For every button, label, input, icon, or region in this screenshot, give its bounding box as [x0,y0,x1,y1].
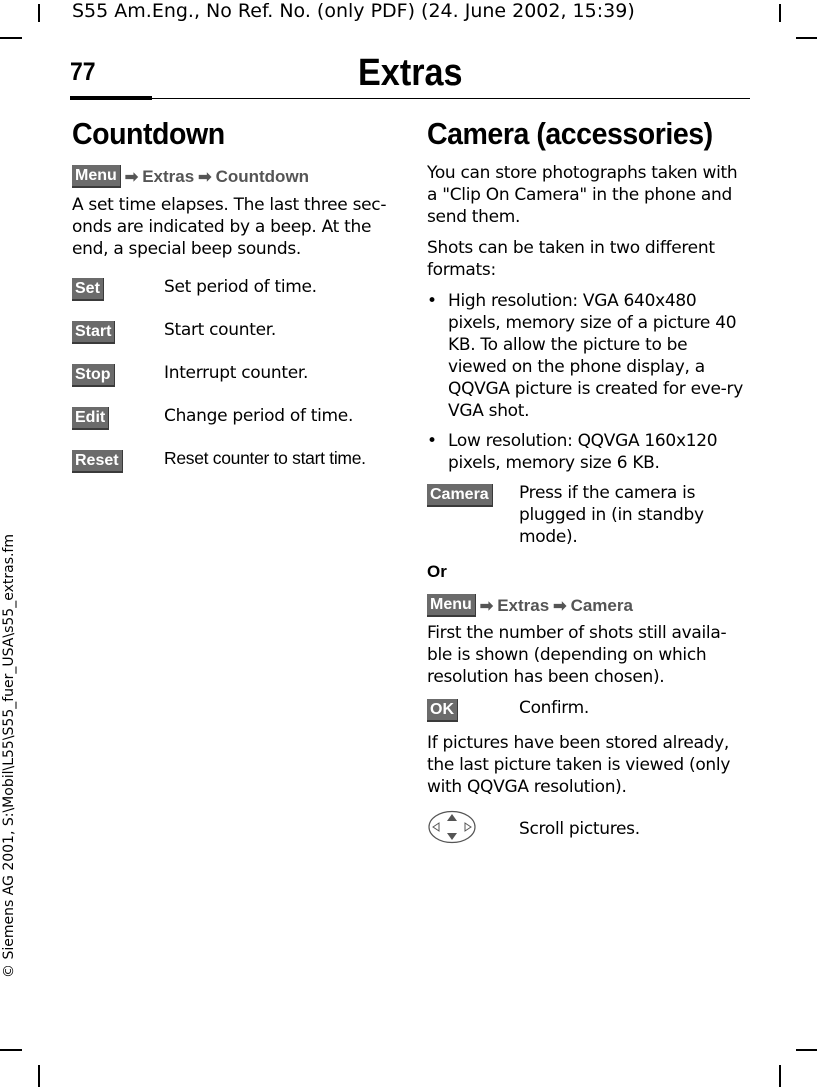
camera-section [427,116,747,848]
arrow-right-icon: ➡ [198,168,212,186]
crop-mark [779,1065,781,1087]
camera-menu-path [427,594,747,617]
page-number: 77 [70,58,96,86]
shots-available-text: First the number of shots still availa-ble is shown (depending on which resolution has been chosen). [427,623,727,687]
stored-pictures-text: If pictures have been stored already, the last picture taken is viewed (only with QQVGA resolution). [427,733,731,797]
camera-formats-intro: Shots can be taken in two different formats: [427,238,715,280]
list-item: • Low resolution: QQVGA 160x120 pixels, memory size 6 KB. [427,430,747,474]
navigation-key-icon [427,810,477,844]
camera-key-description: Press if the camera is plugged in (in standby mode). [519,483,704,547]
page-title: Extras [358,52,463,94]
countdown-menu-path [72,165,394,188]
crop-mark [796,1049,817,1051]
start-description: Start counter. [164,320,276,340]
edit-description: Change period of time. [164,406,354,426]
key-row-stop [72,362,394,387]
arrow-right-icon: ➡ [553,597,567,615]
countdown-section [72,116,394,473]
stop-softkey: Stop [72,364,115,387]
crop-mark [0,1049,22,1051]
key-row-scroll [427,808,747,848]
camera-softkey: Camera [427,484,493,507]
crop-mark [0,37,22,39]
countdown-intro: A set time elapses. The last three sec-onds are indicated by a beep. At the end, a special beep sounds. [72,195,387,259]
menu-softkey: Menu [427,594,476,617]
path-step-camera: Camera [570,595,633,615]
key-row-set [72,276,394,301]
crop-mark [38,4,40,22]
list-item: • High resolution: VGA 640x480 pixels, memory size of a picture 40 KB. To allow the picture to be viewed on the phone display, a QQVGA picture is created for eve-ry VGA shot. [427,290,747,422]
crop-mark [796,37,817,39]
scroll-description: Scroll pictures. [519,819,640,839]
header-rule [70,98,750,99]
path-step-extras: Extras [497,595,550,615]
arrow-right-icon: ➡ [479,597,494,615]
crop-mark [38,1065,40,1087]
camera-intro: You can store photographs taken with a "Clip On Camera" in the phone and send them. [427,163,738,227]
start-softkey: Start [72,321,115,344]
header-rule-accent [70,96,152,100]
path-step-extras: Extras [142,166,195,186]
path-step-countdown: Countdown [215,166,310,186]
menu-softkey: Menu [72,165,121,188]
or-label: Or [427,562,447,581]
edit-softkey: Edit [72,407,109,430]
resolution-list [427,290,747,474]
camera-heading: Camera (accessories) [427,116,713,151]
set-softkey: Set [72,278,104,301]
set-description: Set period of time. [164,277,317,297]
stop-description: Interrupt counter. [164,363,309,383]
key-row-start [72,319,394,344]
key-row-edit [72,405,394,430]
countdown-heading: Countdown [72,116,225,151]
reset-description: Reset counter to start time. [164,448,366,468]
key-row-ok [427,697,747,722]
reset-softkey: Reset [72,450,123,473]
crop-mark [779,4,781,22]
ok-softkey: OK [427,699,458,722]
ok-description: Confirm. [519,698,590,718]
running-head: S55 Am.Eng., No Ref. No. (only PDF) (24. June 2002, 15:39) [72,0,635,22]
arrow-right-icon: ➡ [124,168,139,186]
key-row-reset [72,448,394,473]
side-copyright-note: © Siemens AG 2001, S:\Mobil\L55\S55_fuer_USA\s55_extras.fm [1,533,17,978]
key-row-camera [427,482,747,548]
